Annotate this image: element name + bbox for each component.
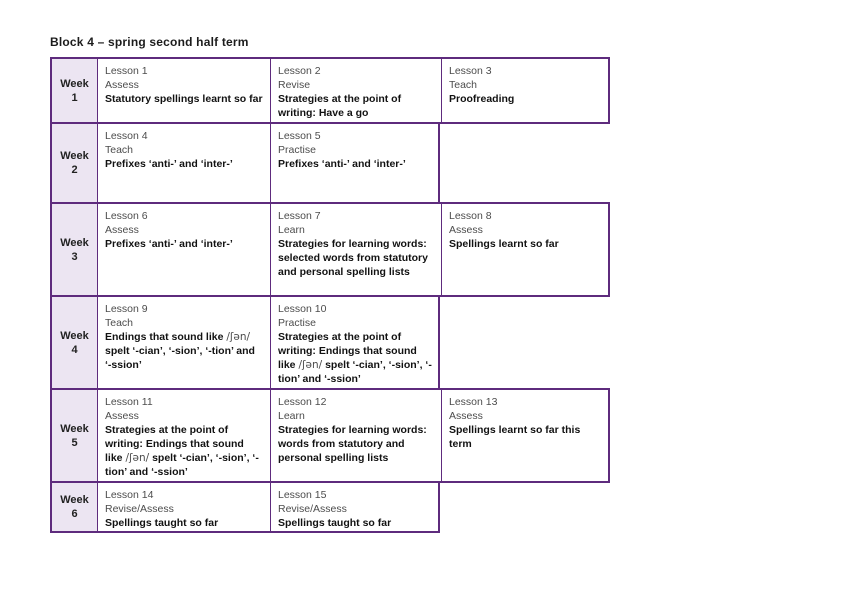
lesson-number: Lesson 1 (105, 65, 148, 77)
document-title: Block 4 – spring second half term (50, 35, 249, 49)
week-number: 4 (71, 343, 78, 356)
lesson-activity: Learn (278, 410, 305, 422)
lesson-topic-text: Strategies for learning words: selected words from statutory and personal spelling lists (278, 238, 428, 278)
lesson-cell (271, 59, 442, 122)
week-row-6 (50, 481, 440, 533)
ipa-text: /ʃən/ (298, 359, 323, 371)
lesson-number: Lesson 12 (278, 396, 327, 408)
lesson-number: Lesson 14 (105, 489, 154, 501)
lesson-cell (271, 483, 438, 531)
lesson-number: Lesson 2 (278, 65, 321, 77)
ipa-text: /ʃən/ (226, 331, 251, 343)
lesson-topic (278, 157, 432, 171)
lesson-topic-text: Prefixes ‘anti-’ and ‘inter-’ (105, 158, 233, 170)
week-label: Week (60, 77, 89, 90)
lesson-topic-text: Strategies at the point of writing: Endings that sound like (105, 424, 244, 464)
lesson-cell (271, 390, 442, 481)
lesson-topic-text: Statutory spellings learnt so far (105, 93, 263, 105)
week-label: Week (60, 422, 89, 435)
week-number: 5 (71, 436, 78, 449)
lesson-topic-text: Prefixes ‘anti-’ and ‘inter-’ (105, 238, 233, 250)
lesson-topic-text: Proofreading (449, 93, 515, 105)
week-number: 2 (71, 164, 78, 176)
week-row-3 (50, 202, 610, 297)
week-cell (52, 124, 98, 202)
week-number: 3 (71, 250, 78, 263)
lesson-topic (278, 516, 432, 530)
lesson-activity: Teach (105, 144, 134, 156)
lesson-cell (442, 390, 608, 481)
lesson-cell (442, 204, 608, 295)
lesson-number: Lesson 8 (449, 210, 492, 222)
lesson-activity: Practise (278, 144, 316, 156)
week-label: Week (60, 494, 89, 506)
lesson-cell (271, 204, 442, 295)
week-row-4 (50, 295, 440, 390)
week-cell (52, 483, 98, 531)
week-cell (52, 59, 98, 122)
lesson-cell (98, 390, 271, 481)
lesson-number: Lesson 10 (278, 303, 327, 315)
lesson-topic (278, 423, 435, 465)
lesson-activity: Assess (105, 224, 139, 236)
lesson-activity: Learn (278, 224, 305, 236)
lesson-topic (449, 92, 602, 106)
week-number: 1 (71, 91, 78, 104)
lesson-cell (98, 483, 271, 531)
lesson-cell (98, 204, 271, 295)
lesson-number: Lesson 15 (278, 489, 327, 501)
lesson-topic-text: Spellings taught so far (105, 517, 219, 529)
lesson-activity: Revise/Assess (278, 503, 347, 515)
lesson-number: Lesson 11 (105, 396, 153, 408)
lesson-topic-text: spelt ‘-cian’, ‘-sion’, ‘-tion’ and ‘-ssion’ (105, 452, 259, 478)
lesson-number: Lesson 6 (105, 210, 148, 222)
lesson-number: Lesson 13 (449, 396, 498, 408)
lesson-topic-text: Prefixes ‘anti-’ and ‘inter-’ (278, 158, 406, 170)
week-row-2 (50, 122, 440, 204)
lesson-cell (271, 124, 438, 202)
lesson-topic (105, 157, 264, 171)
lesson-number: Lesson 5 (278, 130, 321, 142)
lesson-number: Lesson 7 (278, 210, 321, 222)
lesson-topic-text: Endings that sound like (105, 331, 227, 343)
lesson-activity: Revise (278, 79, 311, 91)
lesson-activity: Assess (105, 410, 139, 422)
lesson-number: Lesson 9 (105, 303, 148, 315)
week-cell (52, 390, 98, 481)
lesson-topic (278, 330, 432, 386)
lesson-activity: Assess (105, 79, 139, 91)
lesson-topic-text: Spellings taught so far (278, 517, 392, 529)
ipa-text: /ʃən/ (125, 452, 150, 464)
lesson-topic (105, 92, 264, 106)
lesson-activity: Teach (449, 79, 478, 91)
lesson-activity: Assess (449, 410, 483, 422)
lesson-cell (98, 59, 271, 122)
lesson-activity: Teach (105, 317, 134, 329)
lesson-cell (271, 297, 438, 388)
lesson-activity: Revise/Assess (105, 503, 174, 515)
lesson-topic (105, 516, 264, 530)
lesson-number: Lesson 3 (449, 65, 492, 77)
lesson-cell (98, 124, 271, 202)
lesson-activity: Practise (278, 317, 316, 329)
lesson-topic-text: Spellings learnt so far (449, 238, 559, 250)
schedule-table (50, 57, 610, 533)
lesson-topic-text: Spellings learnt so far this term (449, 424, 581, 450)
lesson-topic-text: Strategies at the point of writing: Have a go (278, 93, 402, 119)
week-label: Week (60, 150, 89, 162)
week-cell (52, 297, 98, 388)
lesson-activity: Assess (449, 224, 483, 236)
lesson-topic (449, 237, 602, 251)
lesson-topic (105, 423, 264, 479)
week-number: 6 (71, 508, 78, 520)
lesson-topic-text: Strategies for learning words: words from statutory and personal spelling lists (278, 424, 427, 464)
week-label: Week (60, 236, 89, 249)
week-label: Week (60, 329, 89, 342)
lesson-topic-text: Strategies at the point of writing: Endings that sound like (278, 331, 417, 371)
week-row-5 (50, 388, 610, 483)
week-cell (52, 204, 98, 295)
lesson-number: Lesson 4 (105, 130, 148, 142)
lesson-topic (278, 92, 435, 120)
lesson-topic (105, 330, 264, 372)
lesson-topic-text: spelt ‘-cian’, ‘-sion’, ‘-tion’ and ‘-ssion’ (105, 345, 255, 371)
lesson-cell (98, 297, 271, 388)
lesson-topic (449, 423, 602, 451)
lesson-topic-text: spelt ‘-cian’, ‘-sion’, ‘-tion’ and ‘-ssion’ (278, 359, 432, 385)
lesson-topic (105, 237, 264, 251)
lesson-cell (442, 59, 608, 122)
week-row-1 (50, 57, 610, 124)
lesson-topic (278, 237, 435, 279)
